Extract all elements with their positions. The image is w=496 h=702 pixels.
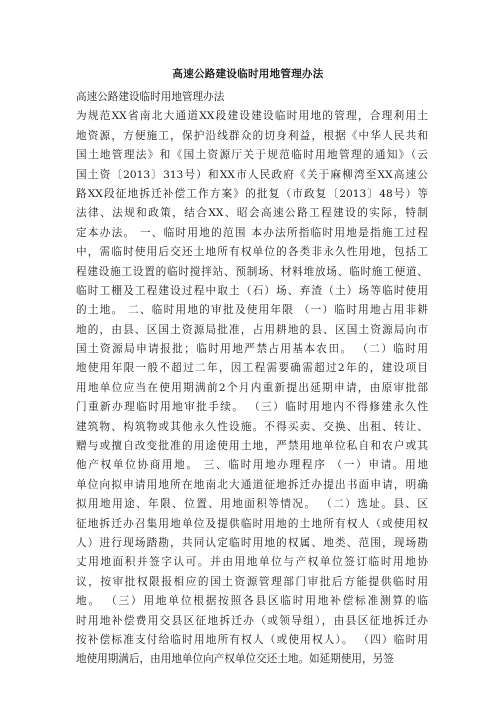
body-line: 人）进行现场踏勘，共同认定临时用地的权属、地类、范围，现场勘	[76, 536, 428, 549]
body-line: 定本办法。 一、临时用地的范围 本办法所指临时用地是指施工过程	[76, 226, 428, 239]
body-line: 地使用年限一般不超过二年，因工程需要确需超过2年的，建设项目	[76, 362, 428, 375]
body-line: 程建设施工设置的临时搅拌站、预制场、材料堆放场、临时施工便道、	[76, 265, 428, 278]
body-line: 丈用地面积并签字认可。并由用地单位与产权单位签订临时用地协	[76, 556, 428, 569]
body-line: 中，需临时使用后交还土地所有权单位的各类非永久性用地，包括工	[76, 246, 428, 259]
body-line: 拟用地用途、年限、位置、用地面积等情况。 （二）选址。县、区	[76, 498, 428, 511]
body-line: 议，按审批权限报相应的国土资源管理部门审批后方能提供临时用	[76, 575, 428, 588]
body-line: 的土地。 二、临时用地的审批及使用年限 （一）临时用地占用非耕	[76, 304, 428, 317]
body-line: 国土资源局申请报批；临时用地严禁占用基本农田。 （二）临时用	[76, 343, 428, 356]
body-line: 按补偿标准支付给临时用地所有权人（或使用权人）。 （四）临时用	[76, 633, 428, 646]
body-line: 为规范XX省南北大通道XX段建设建设临时用地的管理，合理利用土	[76, 110, 428, 123]
body-line: 地资源，方便施工，保护沿线群众的切身利益，根据《中华人民共和	[76, 129, 428, 142]
document-body	[76, 107, 428, 669]
body-line: 国土资〔2013〕313号）和XX市人民政府《关于麻柳湾至XX高速公	[76, 168, 428, 181]
body-line: 临时工棚及工程建设过程中取土（石）场、弃渣（土）场等临时使用	[76, 284, 428, 297]
body-line: 赠与或擅自改变批准的用途使用土地，严禁用地单位私自和农户或其	[76, 440, 428, 453]
body-line: 门重新办理临时用地审批手续。 （三）临时用地内不得修建永久性	[76, 401, 428, 414]
document-subtitle: 高速公路建设临时用地管理办法	[76, 91, 225, 103]
body-line: 国土地管理法》和《国土资源厅关于规范临时用地管理的通知》（云	[76, 149, 428, 162]
body-line: 地。 （三）用地单位根据按照各县区临时用地补偿标准测算的临	[76, 595, 428, 608]
body-line: 路XX段征地拆迁补偿工作方案》的批复（市政复〔2013〕48号）等	[76, 187, 428, 200]
body-line: 时用地补偿费用交县区征地拆迁办（或领导组），由县区征地拆迁办	[76, 614, 428, 627]
body-line: 建筑物、构筑物或其他永久性设施。不得买卖、交换、出租、转让、	[76, 420, 428, 433]
body-line: 他产权单位协商用地。 三、临时用地办理程序 （一）申请。用地	[76, 459, 428, 472]
body-line: 单位向拟申请用地所在地南北大通道征地拆迁办提出书面申请，明确	[76, 478, 428, 491]
body-line: 征地拆迁办召集用地单位及提供临时用地的土地所有权人（或使用权	[76, 517, 428, 530]
document-title: 高速公路建设临时用地管理办法	[172, 68, 324, 80]
body-line: 法律、法规和政策，结合XX、昭会高速公路工程建设的实际，特制	[76, 207, 428, 220]
body-line: 地使用期满后，由用地单位向产权单位交还土地。如延期使用，另签	[76, 653, 394, 666]
body-line: 地的，由县、区国土资源局批准，占用耕地的县、区国土资源局向市	[76, 323, 428, 336]
body-line: 用地单位应当在使用期满前2个月内重新提出延期申请，由原审批部	[76, 381, 428, 394]
